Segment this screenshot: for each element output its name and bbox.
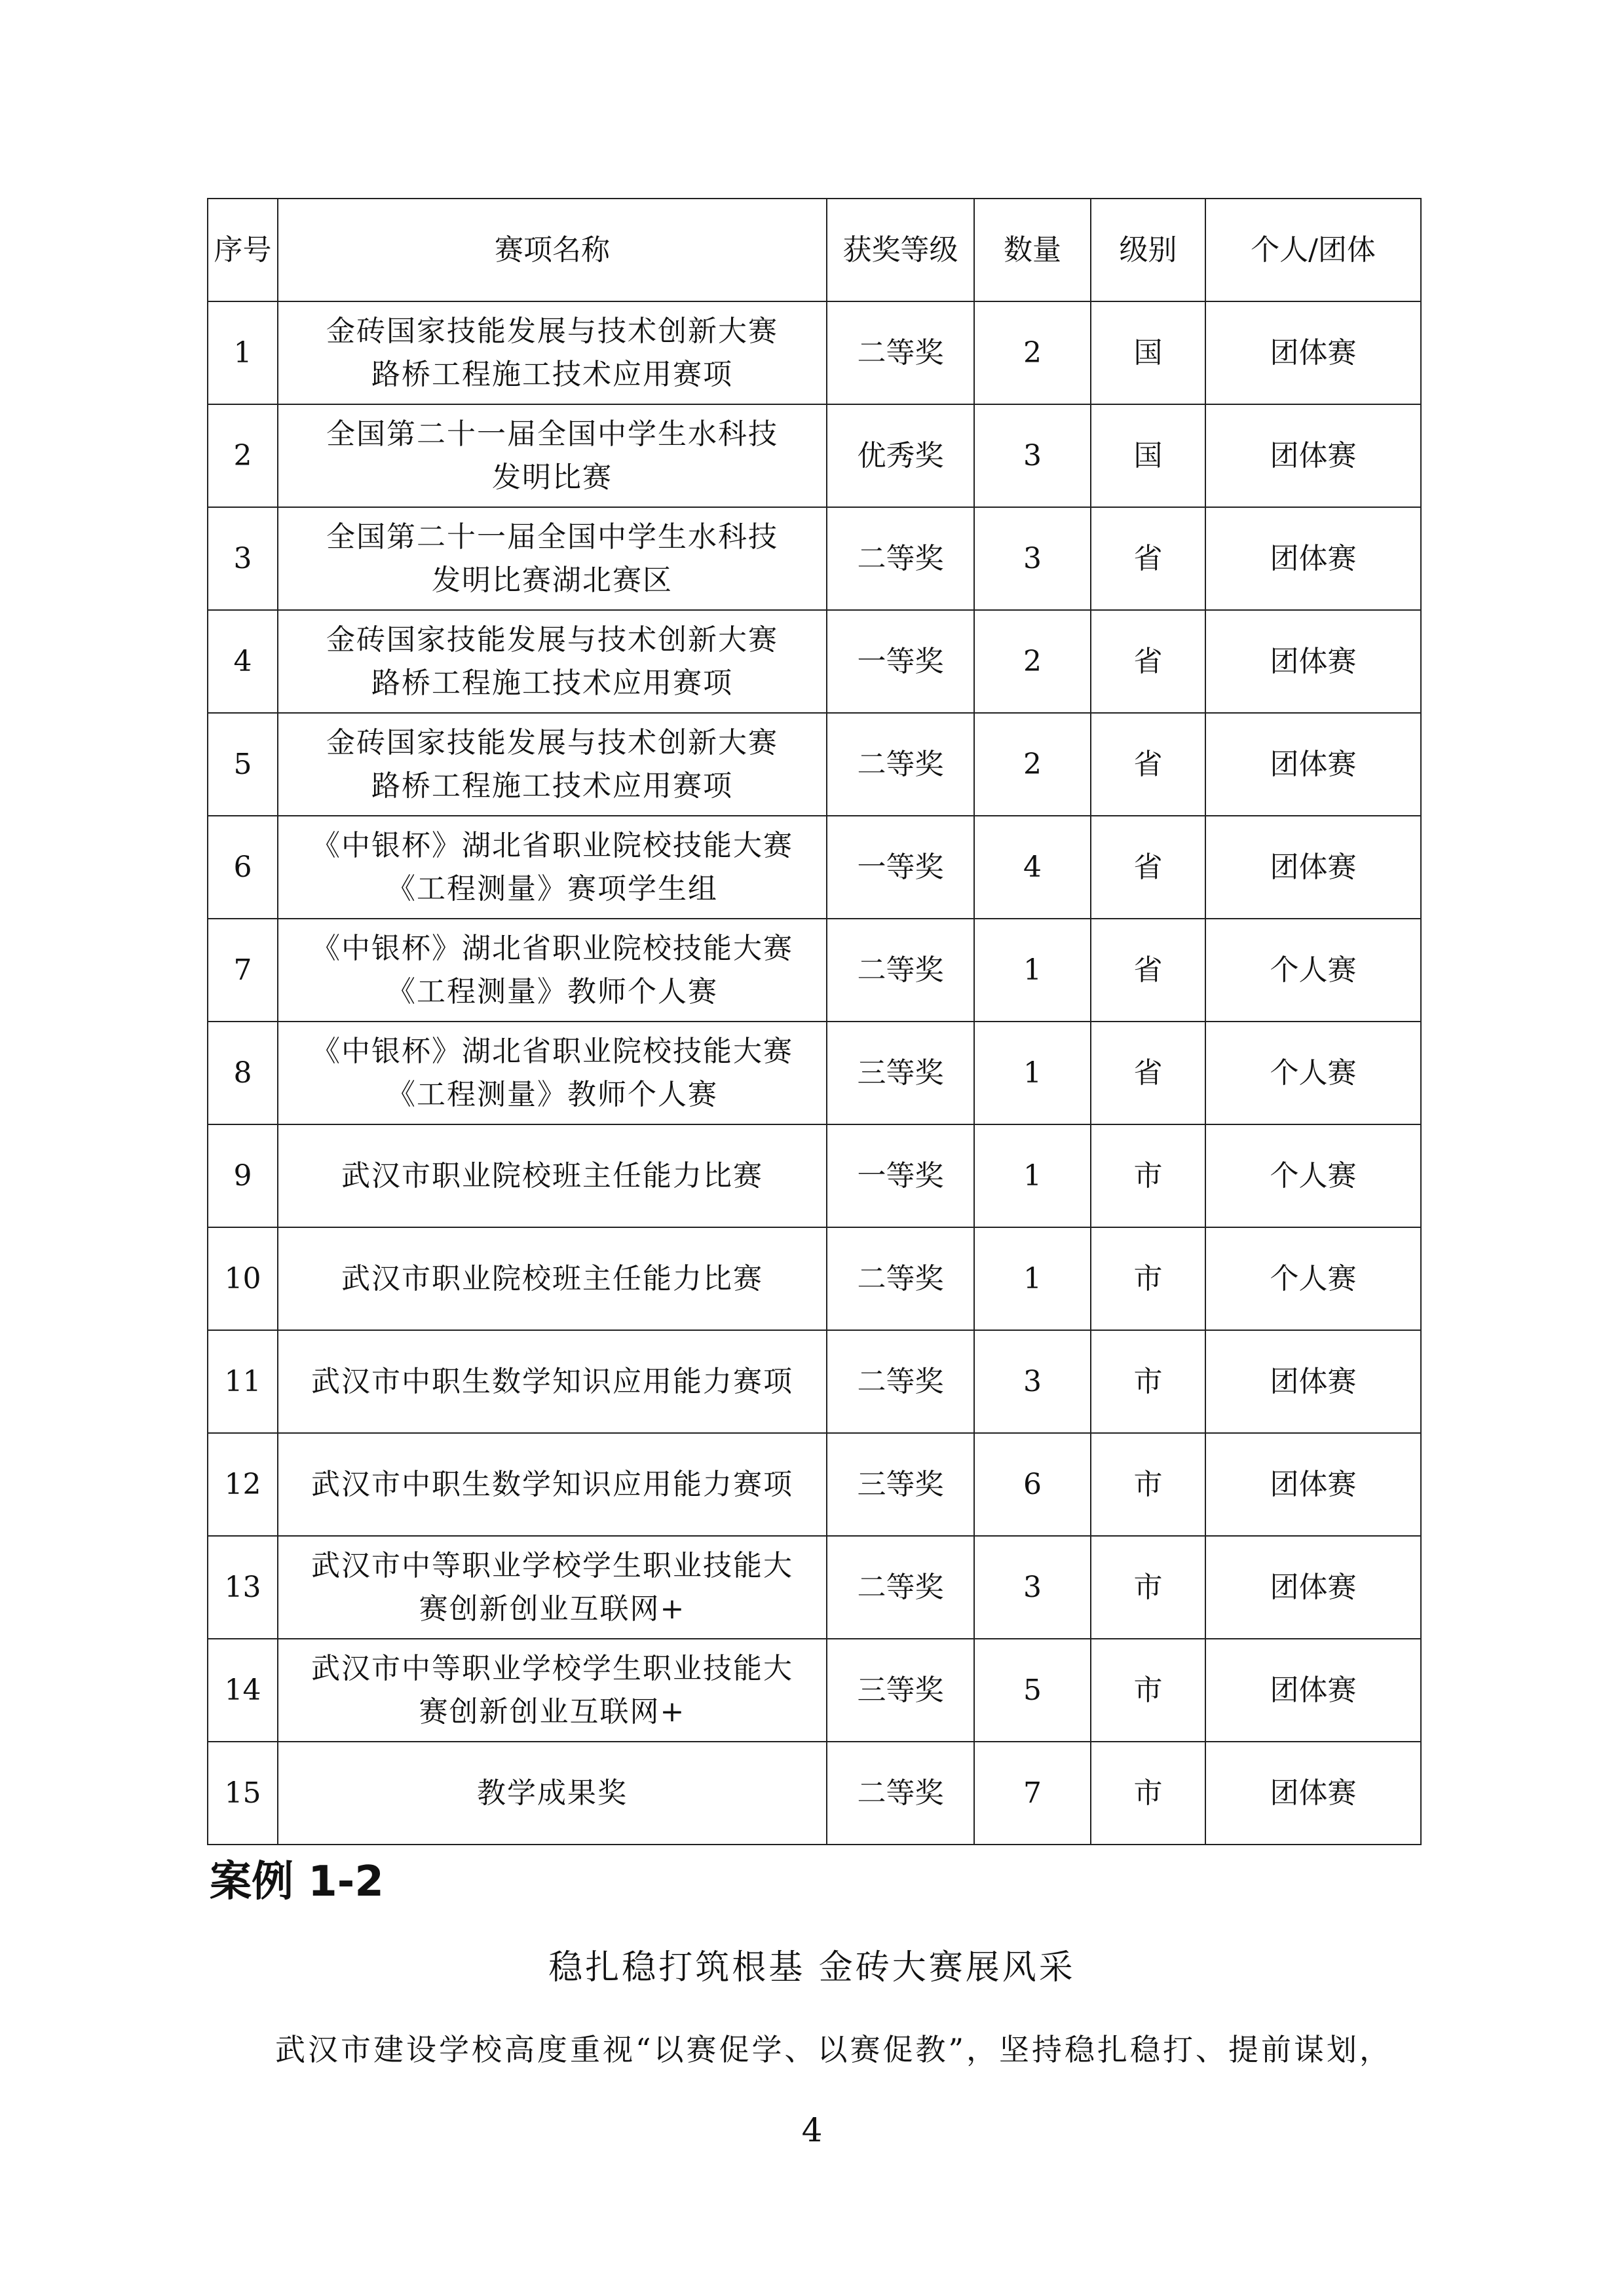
cell-name bbox=[278, 610, 827, 713]
cell-count: 1 bbox=[974, 1022, 1091, 1124]
cell-count: 3 bbox=[974, 1536, 1091, 1639]
cell-name-line: 路桥工程施工技术应用赛项 bbox=[371, 357, 733, 391]
cell-name-line: 《中银杯》湖北省职业院校技能大赛 bbox=[311, 931, 793, 965]
table-row bbox=[208, 1227, 1421, 1330]
cell-level: 省 bbox=[1091, 507, 1205, 610]
cell-count: 5 bbox=[974, 1639, 1091, 1742]
cell-type: 团体赛 bbox=[1205, 1536, 1421, 1639]
cell-award: 二等奖 bbox=[827, 713, 974, 816]
cell-level: 市 bbox=[1091, 1330, 1205, 1433]
table-row bbox=[208, 610, 1421, 713]
cell-name bbox=[278, 1536, 827, 1639]
header-award: 获奖等级 bbox=[827, 199, 974, 301]
cell-level: 市 bbox=[1091, 1124, 1205, 1227]
cell-no: 10 bbox=[208, 1227, 278, 1330]
cell-level: 市 bbox=[1091, 1433, 1205, 1536]
cell-count: 2 bbox=[974, 713, 1091, 816]
cell-no: 3 bbox=[208, 507, 278, 610]
cell-level: 市 bbox=[1091, 1536, 1205, 1639]
cell-name-line: 武汉市职业院校班主任能力比赛 bbox=[341, 1261, 763, 1295]
cell-name bbox=[278, 301, 827, 404]
cell-type: 团体赛 bbox=[1205, 507, 1421, 610]
cell-no: 4 bbox=[208, 610, 278, 713]
table-row bbox=[208, 507, 1421, 610]
cell-name-line: 武汉市中职生数学知识应用能力赛项 bbox=[311, 1467, 793, 1501]
cell-level: 省 bbox=[1091, 713, 1205, 816]
cell-name-line: 金砖国家技能发展与技术创新大赛 bbox=[326, 725, 778, 759]
table-row bbox=[208, 301, 1421, 404]
cell-no: 5 bbox=[208, 713, 278, 816]
cell-type: 团体赛 bbox=[1205, 301, 1421, 404]
cell-level: 市 bbox=[1091, 1227, 1205, 1330]
table-row bbox=[208, 1536, 1421, 1639]
cell-name bbox=[278, 1227, 827, 1330]
cell-name-line: 路桥工程施工技术应用赛项 bbox=[371, 769, 733, 803]
cell-name-line: 发明比赛湖北赛区 bbox=[432, 563, 673, 597]
cell-award: 一等奖 bbox=[827, 1124, 974, 1227]
table-row bbox=[208, 404, 1421, 507]
table-body bbox=[208, 301, 1421, 1845]
cell-name bbox=[278, 1742, 827, 1845]
page-number: 4 bbox=[801, 2111, 823, 2149]
cell-award: 一等奖 bbox=[827, 816, 974, 919]
cell-level: 省 bbox=[1091, 816, 1205, 919]
cell-count: 7 bbox=[974, 1742, 1091, 1845]
cell-name-line: 武汉市职业院校班主任能力比赛 bbox=[341, 1158, 763, 1193]
header-no: 序号 bbox=[208, 199, 278, 301]
cell-count: 3 bbox=[974, 507, 1091, 610]
cell-type: 个人赛 bbox=[1205, 1124, 1421, 1227]
cell-award: 优秀奖 bbox=[827, 404, 974, 507]
cell-no: 1 bbox=[208, 301, 278, 404]
cell-name bbox=[278, 404, 827, 507]
cell-count: 4 bbox=[974, 816, 1091, 919]
cell-count: 1 bbox=[974, 919, 1091, 1022]
cell-no: 6 bbox=[208, 816, 278, 919]
cell-level: 市 bbox=[1091, 1639, 1205, 1742]
cell-name-line: 金砖国家技能发展与技术创新大赛 bbox=[326, 622, 778, 657]
cell-type: 个人赛 bbox=[1205, 1022, 1421, 1124]
cell-award: 二等奖 bbox=[827, 301, 974, 404]
cell-no: 7 bbox=[208, 919, 278, 1022]
header-level: 级别 bbox=[1091, 199, 1205, 301]
cell-count: 3 bbox=[974, 404, 1091, 507]
cell-type: 团体赛 bbox=[1205, 404, 1421, 507]
cell-type: 团体赛 bbox=[1205, 1433, 1421, 1536]
cell-award: 三等奖 bbox=[827, 1639, 974, 1742]
cell-name bbox=[278, 1022, 827, 1124]
cell-type: 团体赛 bbox=[1205, 713, 1421, 816]
cell-name bbox=[278, 1124, 827, 1227]
awards-table bbox=[207, 198, 1422, 1845]
cell-count: 2 bbox=[974, 301, 1091, 404]
cell-name bbox=[278, 1639, 827, 1742]
cell-no: 15 bbox=[208, 1742, 278, 1845]
table-row bbox=[208, 1022, 1421, 1124]
table-row bbox=[208, 713, 1421, 816]
cell-level: 省 bbox=[1091, 1022, 1205, 1124]
cell-name-line: 发明比赛 bbox=[492, 460, 613, 494]
cell-award: 二等奖 bbox=[827, 1536, 974, 1639]
cell-name bbox=[278, 507, 827, 610]
cell-type: 团体赛 bbox=[1205, 1742, 1421, 1845]
cell-name-line: 路桥工程施工技术应用赛项 bbox=[371, 666, 733, 700]
cell-count: 2 bbox=[974, 610, 1091, 713]
cell-name bbox=[278, 919, 827, 1022]
cell-count: 6 bbox=[974, 1433, 1091, 1536]
cell-name-line: 武汉市中职生数学知识应用能力赛项 bbox=[311, 1364, 793, 1398]
cell-level: 国 bbox=[1091, 301, 1205, 404]
cell-count: 1 bbox=[974, 1227, 1091, 1330]
cell-name bbox=[278, 816, 827, 919]
cell-count: 1 bbox=[974, 1124, 1091, 1227]
cell-name-line: 武汉市中等职业学校学生职业技能大 bbox=[311, 1651, 793, 1685]
table-header-row bbox=[208, 199, 1421, 301]
cell-award: 三等奖 bbox=[827, 1433, 974, 1536]
cell-level: 省 bbox=[1091, 919, 1205, 1022]
cell-name-line: 赛创新创业互联网+ bbox=[419, 1694, 686, 1729]
cell-award: 三等奖 bbox=[827, 1022, 974, 1124]
cell-name-line: 《工程测量》赛项学生组 bbox=[387, 871, 718, 906]
body-paragraph: 武汉市建设学校高度重视“以赛促学、以赛促教”，坚持稳扎稳打、提前谋划， bbox=[275, 2032, 1393, 2067]
header-type: 个人/团体 bbox=[1205, 199, 1421, 301]
cell-level: 市 bbox=[1091, 1742, 1205, 1845]
table-row bbox=[208, 816, 1421, 919]
cell-name-line: 《工程测量》教师个人赛 bbox=[387, 974, 718, 1008]
table-row bbox=[208, 1124, 1421, 1227]
table-row bbox=[208, 1433, 1421, 1536]
table-row bbox=[208, 1639, 1421, 1742]
cell-type: 团体赛 bbox=[1205, 816, 1421, 919]
cell-level: 省 bbox=[1091, 610, 1205, 713]
cell-award: 二等奖 bbox=[827, 919, 974, 1022]
table-row bbox=[208, 1330, 1421, 1433]
cell-name-line: 武汉市中等职业学校学生职业技能大 bbox=[311, 1548, 793, 1582]
cell-award: 二等奖 bbox=[827, 507, 974, 610]
cell-type: 个人赛 bbox=[1205, 919, 1421, 1022]
cell-type: 团体赛 bbox=[1205, 610, 1421, 713]
cell-award: 一等奖 bbox=[827, 610, 974, 713]
cell-name-line: 《中银杯》湖北省职业院校技能大赛 bbox=[311, 828, 793, 862]
table-row bbox=[208, 919, 1421, 1022]
cell-award: 二等奖 bbox=[827, 1227, 974, 1330]
cell-name-line: 《中银杯》湖北省职业院校技能大赛 bbox=[311, 1034, 793, 1068]
cell-no: 8 bbox=[208, 1022, 278, 1124]
case-heading: 案例 1-2 bbox=[210, 1858, 384, 1906]
cell-no: 14 bbox=[208, 1639, 278, 1742]
cell-type: 个人赛 bbox=[1205, 1227, 1421, 1330]
article-title: 稳扎稳打筑根基 金砖大赛展风采 bbox=[548, 1948, 1076, 1987]
cell-no: 11 bbox=[208, 1330, 278, 1433]
cell-name-line: 金砖国家技能发展与技术创新大赛 bbox=[326, 314, 778, 348]
cell-name-line: 全国第二十一届全国中学生水科技 bbox=[326, 417, 778, 451]
table-row bbox=[208, 1742, 1421, 1845]
cell-award: 二等奖 bbox=[827, 1330, 974, 1433]
cell-no: 13 bbox=[208, 1536, 278, 1639]
cell-no: 12 bbox=[208, 1433, 278, 1536]
cell-name bbox=[278, 1433, 827, 1536]
header-name: 赛项名称 bbox=[278, 199, 827, 301]
header-count: 数量 bbox=[974, 199, 1091, 301]
cell-name-line: 全国第二十一届全国中学生水科技 bbox=[326, 520, 778, 554]
cell-level: 国 bbox=[1091, 404, 1205, 507]
cell-count: 3 bbox=[974, 1330, 1091, 1433]
cell-award: 二等奖 bbox=[827, 1742, 974, 1845]
cell-no: 2 bbox=[208, 404, 278, 507]
cell-name-line: 赛创新创业互联网+ bbox=[419, 1592, 686, 1626]
cell-type: 团体赛 bbox=[1205, 1330, 1421, 1433]
cell-no: 9 bbox=[208, 1124, 278, 1227]
cell-type: 团体赛 bbox=[1205, 1639, 1421, 1742]
cell-name bbox=[278, 713, 827, 816]
cell-name-line: 教学成果奖 bbox=[477, 1776, 628, 1810]
cell-name bbox=[278, 1330, 827, 1433]
cell-name-line: 《工程测量》教师个人赛 bbox=[387, 1077, 718, 1111]
